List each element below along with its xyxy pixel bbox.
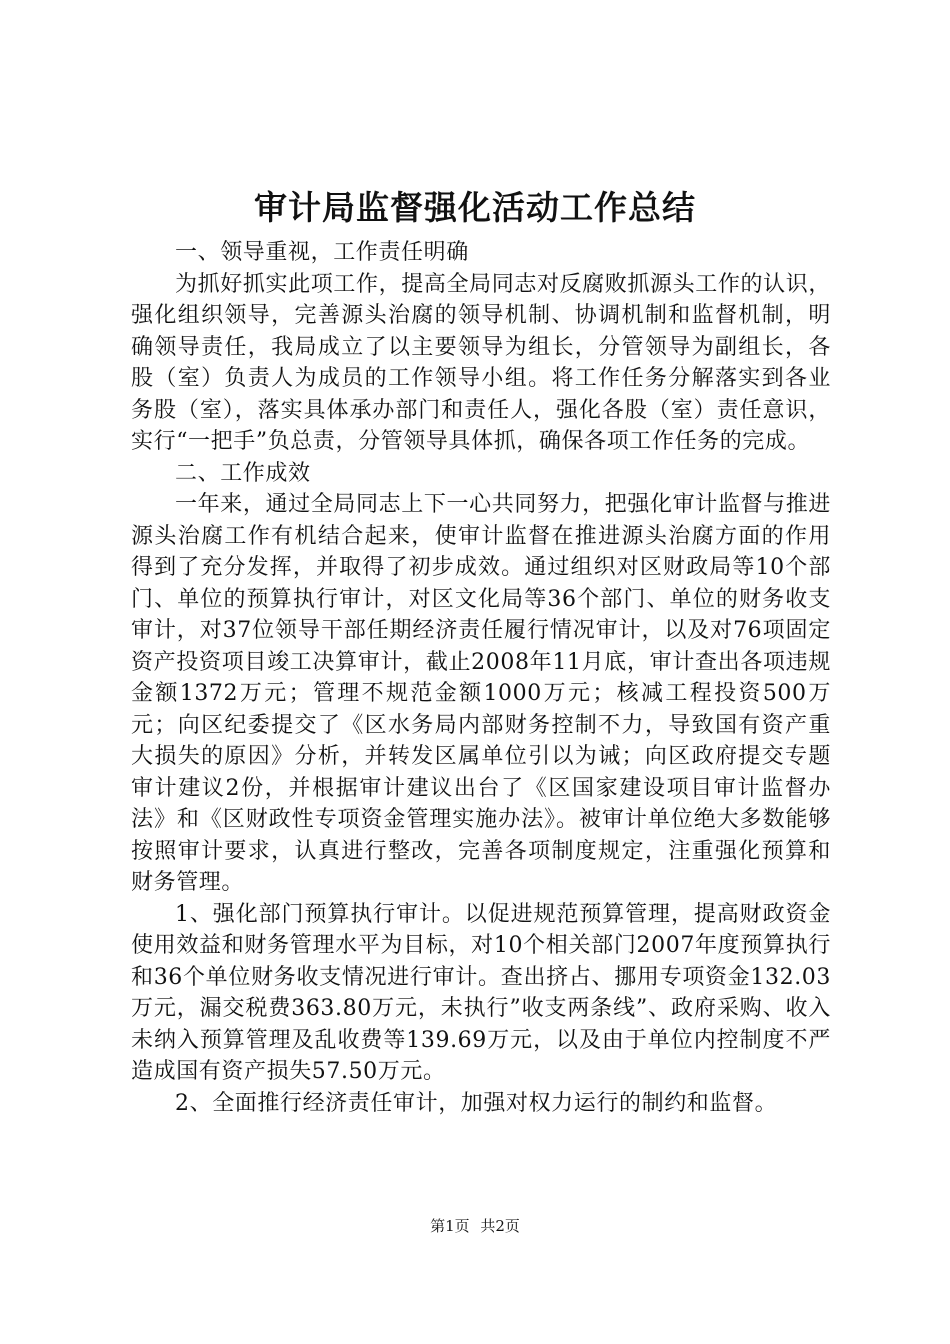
page-number: 第1页	[430, 1217, 470, 1235]
paragraph: 2、全面推行经济责任审计，加强对权力运行的制约和监督。	[175, 1090, 778, 1116]
document-title: 审计局监督强化活动工作总结	[254, 188, 696, 227]
section-heading: 一、领导重视，工作责任明确	[175, 240, 469, 265]
section-heading: 二、工作成效	[175, 460, 311, 486]
paragraph: 1、强化部门预算执行审计。以促进规范预算管理，提高财政资金使用效益和财务管理水平为目标，对10个相关部门2007年度预算执行和36个单位财务收支情况进行审计。查出挤占、挪用专项资金132.03万元，漏交税费363.80万元，未执行”收支两条线”、政府采购、收入未纳入预算管理及乱收费等139.69万元，以及由于单位内控制度不严造成国有资产损失57.50万元。	[131, 901, 831, 1084]
paragraph: 为抓好抓实此项工作，提高全局同志对反腐败抓源头工作的认识，强化组织领导，完善源头治腐的领导机制、协调机制和监督机制，明确领导责任，我局成立了以主要领导为组长，分管领导为副组长，各股（室）负责人为成员的工作领导小组。将工作任务分解落实到各业务股（室），落实具体承办部门和责任人，强化各股（室）责任意识，实行“一把手”负总责，分管领导具体抓，确保各项工作任务的完成。	[131, 271, 831, 454]
page-total: 共2页	[480, 1217, 520, 1235]
paragraph: 一年来，通过全局同志上下一心共同努力，把强化审计监督与推进源头治腐工作有机结合起来，使审计监督在推进源头治腐方面的作用得到了充分发挥，并取得了初步成效。通过组织对区财政局等10个部门、单位的预算执行审计，对区文化局等36个部门、单位的财务收支审计，对37位领导干部任期经济责任履行情况审计，以及对76项固定资产投资项目竣工决算审计，截止2008年11月底，审计查出各项违规金额1372万元；管理不规范金额1000万元；核减工程投资500万元；向区纪委提交了《区水务局内部财务控制不力，导致国有资产重大损失的原因》分析，并转发区属单位引以为诫；向区政府提交专题审计建议2份，并根据审计建议出台了《区国家建设项目审计监督办法》和《区财政性专项资金管理实施办法》。被审计单位绝大多数能够按照审计要求，认真进行整改，完善各项制度规定，注重强化预算和财务管理。	[131, 492, 831, 895]
page-footer	[0, 1216, 950, 1236]
document-body	[131, 237, 831, 1119]
